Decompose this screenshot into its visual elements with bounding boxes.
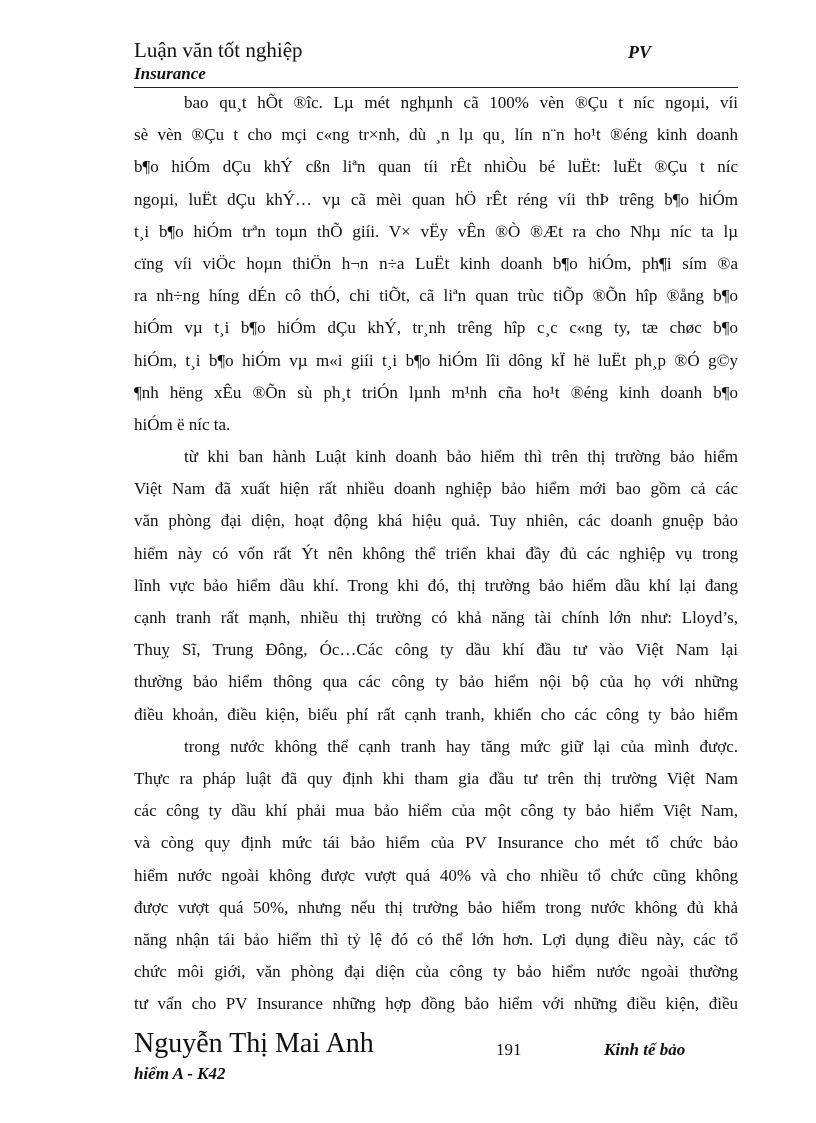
text-line: hiểm này có vốn rất Ýt nên không thể triển khai đầy đủ các nghiệp vụ trong [134,543,738,563]
text-line: sè vèn ®Çu t cho mçi c«ng tr×nh, dù ¸n lµ qu¸ lín n¨n ho¹t ®éng kinh doanh [134,125,738,145]
text-line: hiểm nước ngoài không được vượt quá 40% và cho nhiều tổ chức cũng không [134,865,738,885]
text-line: cïng víi viÖc hoµn thiÖn h¬n n÷a LuËt kinh doanh b¶o hiÓm, ph¶i sím ®a [134,253,738,273]
text-line: ¶nh hëng xÊu ®Õn sù ph¸t triÓn lµnh m¹nh cña ho¹t ®éng kinh doanh b¶o [134,382,738,402]
text-line: cạnh tranh rất mạnh, nhiều thị trường có khả năng tài chính lớn như: Lloyd’s, [134,608,738,627]
text-line: ngoµi, luËt dÇu khÝ… vµ cã mèi quan hÖ rÊt réng víi thÞ trêng b¶o hiÓm [134,189,738,209]
paragraph-2 [134,441,738,731]
text-line: Thuỵ Sĩ, Trung Đông, Óc…Các công ty dầu khí đầu tư vào Việt Nam lại [134,640,738,660]
text-line: tư vấn cho PV Insurance những hợp đồng bảo hiểm với những điều kiện, điều [134,994,738,1014]
text-line: bao qu¸t hÕt ®îc. Lµ mét nghµnh cã 100% vèn ®Çu t níc ngoµi, víi [184,93,738,112]
header-subtitle: Insurance [134,64,206,83]
footer-author: Nguyễn Thị Mai Anh [134,1028,374,1059]
text-line: từ khi ban hành Luật kinh doanh bảo hiểm thì trên thị trường bảo hiểm [184,447,738,467]
text-line: b¶o hiÓm dÇu khÝ cßn liªn quan tíi rÊt nhiÒu bé luËt: luËt ®Çu t níc [134,157,738,177]
text-line: thường bảo hiểm thông qua các công ty bảo hiểm nội bộ của họ với những [134,672,738,692]
text-line: điều khoản, điều kiện, biểu phí rất cạnh tranh, khiến cho các công ty bảo hiểm [134,704,738,724]
text-line: văn phòng đại diện, hoạt động khá hiệu quả. Tuy nhiên, các doanh gnuệp bảo [134,511,738,531]
text-line: năng nhận tái bảo hiểm thì tỷ lệ đó có thể lớn hơn. Lợi dụng điều này, các tổ [134,929,738,949]
text-line: ra nh÷ng híng dÉn cô thÓ, chi tiÕt, cã liªn quan trùc tiÕp ®Õn hîp ®ång b¶o [134,286,738,306]
text-line: hiÓm ë níc ta. [134,414,231,434]
paragraph-1 [134,87,738,441]
body-text [134,87,738,1020]
text-line: và còng quy định mức tái bảo hiểm của PV Insurance cho mét tổ chức bảo [134,833,738,853]
text-line: Việt Nam đã xuất hiện rất nhiều doanh nghiệp bảo hiểm mới bao gồm cả các [134,479,738,499]
text-line: chức môi giới, văn phòng đại diện của công ty bảo hiểm nước ngoài thường [134,962,738,982]
page-number: 191 [496,1040,522,1059]
header-right-label: PV [628,42,652,62]
text-line: Thực ra pháp luật đã quy định khi tham gia đầu tư trên thị trường Việt Nam [134,768,738,788]
footer-subtitle: hiểm A - K42 [134,1064,226,1083]
text-line: các công ty dầu khí phải mua bảo hiểm của một công ty bảo hiểm Việt Nam, [134,801,738,821]
text-line: t¸i b¶o hiÓm trªn toµn thÕ giíi. V× vËy vÊn ®Ò ®Æt ra cho Nhµ níc ta lµ [134,221,738,241]
footer-right-label: Kinh tế bảo [604,1040,686,1059]
text-line: trong nước không thể cạnh tranh hay tăng mức giữ lại của mình được. [184,736,738,756]
text-line: hiÓm vµ t¸i b¶o hiÓm dÇu khÝ, tr¸nh trêng hîp c¸c c«ng ty, tæ chøc b¶o [134,318,738,338]
text-line: được vượt quá 50%, nhưng nếu thị trường bảo hiểm trong nước không đủ khả [134,897,738,917]
header-title: Luận văn tốt nghiệp [134,38,303,62]
paragraph-3 [134,731,738,1021]
text-line: hiÓm, t¸i b¶o hiÓm vµ m«i giíi t¸i b¶o hiÓm lîi dông kÏ hë luËt ph¸p ®Ó g©y [134,350,738,370]
text-line: lĩnh vực bảo hiểm dầu khí. Trong khi đó, thị trường bảo hiểm dầu khí lại đang [134,575,738,595]
